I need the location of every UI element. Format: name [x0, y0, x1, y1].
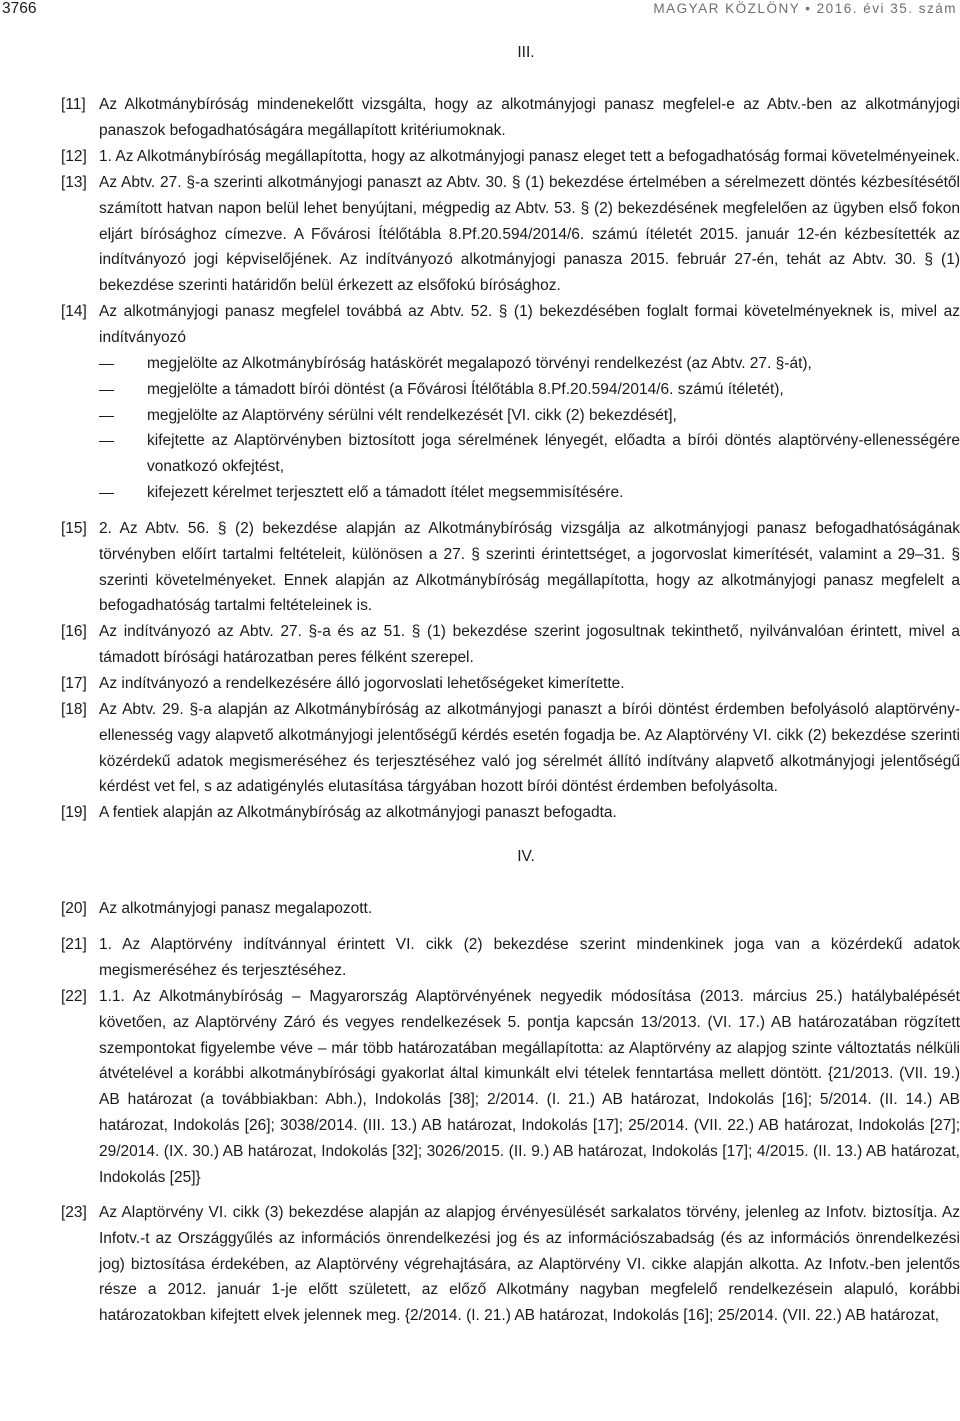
- dash-icon: [99, 416, 114, 417]
- paragraph-14: [61, 299, 960, 351]
- paragraph-20: [61, 896, 960, 922]
- paragraph-17: [61, 671, 960, 697]
- paragraph-text: Az indítványozó az Abtv. 27. §-a és az 51. § (1) bekezdése szerint jogosultnak tekinthető, nyilvánvalóan érintett, mivel a támadott bírósági határozatban peres félként szerepel.: [99, 623, 960, 666]
- paragraph-number: [22]: [61, 988, 87, 1005]
- paragraph-15: [61, 516, 960, 619]
- list-item: megjelölte az Alaptörvény sérülni vélt rendelkezését [VI. cikk (2) bekezdését],: [99, 403, 960, 429]
- paragraph-11: [61, 92, 960, 144]
- paragraph-text: 1. Az Alaptörvény indítvánnyal érintett VI. cikk (2) bekezdése szerint mindenkinek joga van a közérdekű adatok megismeréséhez és terjesztéséhez.: [99, 936, 960, 979]
- list-item: kifejezett kérelmet terjesztett elő a támadott ítélet megsemmisítésére.: [99, 480, 960, 506]
- requirements-list: [99, 351, 960, 506]
- paragraph-18: [61, 697, 960, 800]
- paragraph-16: [61, 619, 960, 671]
- dash-icon: [99, 441, 114, 442]
- paragraph-22: [61, 984, 960, 1190]
- paragraph-text: 2. Az Abtv. 56. § (2) bekezdése alapján az Alkotmánybíróság vizsgálja az alkotmányjogi panasz befogadhatóságának törvényben előírt tartalmi feltételeit, különösen a 27. § szerinti érintettséget, a jogorvoslat kimerítését, valamint a 29–31. § szerinti követelményeket. Ennek alapján az Alkotmánybíróság megállapította, hogy az alkotmányjogi panasz megfelelt a befogadhatóság tartalmi feltételeinek is.: [99, 520, 960, 615]
- paragraph-number: [15]: [61, 520, 87, 537]
- paragraph-number: [17]: [61, 675, 87, 692]
- paragraph-number: [13]: [61, 174, 87, 191]
- paragraph-number: [21]: [61, 936, 87, 953]
- paragraph-text: Az Abtv. 27. §-a szerinti alkotmányjogi panaszt az Abtv. 30. § (1) bekezdése értelmében a sérelmezett döntés kézbesítésétől számított hatvan napon belül lehet benyújtani, mégpedig az Abtv. 53. § (2) bekezdésének megfelelően az ügyben első fokon eljárt bírósághoz címezve. A Fővárosi Ítélőtábla 8.Pf.20.594/2014/6. számú ítéletét 2015. január 12-én kézbesítették az indítványozó jogi képviselőjének. Az indítványozó alkotmányjogi panasza 2015. február 27-én, tehát az Abtv. 30. § (1) bekezdése szerinti határidőn belül érkezett az elsőfokú bírósághoz.: [99, 174, 960, 295]
- paragraph-12: [61, 144, 960, 170]
- dash-icon: [99, 390, 114, 391]
- paragraph-number: [12]: [61, 148, 87, 165]
- paragraph-text: Az Alaptörvény VI. cikk (3) bekezdése alapján az alapjog érvényesülését sarkalatos törvény, jelenleg az Infotv. biztosítja. Az Infotv.-t az Országgyűlés az információs önrendelkezési jog és az információszabadság (és az információs önrendelkezési jog) biztosítása érdekében, az Alaptörvény végrehajtására, az Alaptörvény VI. cikke alapján alkotta. Az Infotv.-ben jelentős része a 2012. január 1-je előtt született, az előző Alkotmány nagyban megfelelő rendelkezésein alapuló, korábbi határozatokban kifejtett elvek jelennek meg. {2/2014. (I. 21.) AB határozat, Indokolás [16]; 25/2014. (VII. 22.) AB határozat,: [99, 1204, 960, 1325]
- list-item: kifejtette az Alaptörvényben biztosított joga sérelmének lényegét, előadta a bírói döntés alaptörvény-ellenességére vonatkozó okfejtést,: [99, 428, 960, 480]
- paragraph-text: 1. Az Alkotmánybíróság megállapította, hogy az alkotmányjogi panasz eleget tett a befogadhatóság formai követelményeinek.: [99, 148, 960, 165]
- page-header: [0, 0, 960, 24]
- publication-title: MAGYAR KÖZLÖNY • 2016. évi 35. szám: [653, 1, 957, 16]
- paragraph-text: 1.1. Az Alkotmánybíróság – Magyarország Alaptörvényének negyedik módosítása (2013. március 25.) hatálybalépését követően, az Alaptörvény Záró és vegyes rendelkezések 5. pontja kapcsán 13/2013. (VI. 17.) AB határozatában rögzített szempontokat figyelembe véve – már több határozatában megállapította: az Alaptörvény az alapjog szinte változtatás nélküli átvételével a korábbi alkotmánybírósági gyakorlat által kimunkált elvi tételek fenntartása mellett döntött. {21/2013. (VII. 19.) AB határozat (a továbbiakban: Abh.), Indokolás [38]; 2/2014. (I. 21.) AB határozat, Indokolás [16]; 5/2014. (II. 14.) AB határozat, Indokolás [26]; 3038/2014. (III. 13.) AB határozat, Indokolás [17]; 25/2014. (VII. 22.) AB határozat, Indokolás [27]; 29/2014. (IX. 30.) AB határozat, Indokolás [32]; 3026/2015. (II. 9.) AB határozat, Indokolás [17]; 4/2015. (II. 13.) AB határozat, Indokolás [25]}: [99, 988, 960, 1186]
- paragraph-number: [23]: [61, 1204, 87, 1221]
- paragraph-number: [18]: [61, 701, 87, 718]
- paragraph-13: [61, 170, 960, 299]
- page-number: 3766: [2, 0, 37, 17]
- list-item: megjelölte a támadott bírói döntést (a Fővárosi Ítélőtábla 8.Pf.20.594/2014/6. számú ítéletét),: [99, 377, 960, 403]
- paragraph-number: [19]: [61, 804, 87, 821]
- dash-icon: [99, 493, 114, 494]
- paragraph-text: A fentiek alapján az Alkotmánybíróság az alkotmányjogi panaszt befogadta.: [99, 804, 617, 821]
- dash-icon: [99, 364, 114, 365]
- paragraph-23: [61, 1200, 960, 1329]
- paragraph-text: Az Abtv. 29. §-a alapján az Alkotmánybíróság az alkotmányjogi panaszt a bírói döntést érdemben befolyásoló alaptörvény-ellenesség vagy alapvető alkotmányjogi jelentőségű kérdés esetén fogadja be. Az Alaptörvény VI. cikk (2) bekezdése szerinti közérdekű adatok megismeréséhez és terjesztéséhez való jog sérelmét állító indítvány alapvető alkotmányjogi jelentőségű kérdést vet fel, s az adatigénylés elutasítása tárgyában hozott bírói döntést érdemben befolyásolta.: [99, 701, 960, 796]
- paragraph-21: [61, 932, 960, 984]
- paragraph-number: [16]: [61, 623, 87, 640]
- paragraph-number: [20]: [61, 900, 87, 917]
- section-heading-iv: IV.: [517, 848, 535, 865]
- list-item: megjelölte az Alkotmánybíróság hatáskörét megalapozó törvényi rendelkezést (az Abtv. 27. §-át),: [99, 351, 960, 377]
- paragraph-number: [14]: [61, 303, 87, 320]
- paragraph-number: [11]: [61, 96, 86, 113]
- paragraph-19: [61, 800, 960, 826]
- paragraph-text: Az Alkotmánybíróság mindenekelőtt vizsgálta, hogy az alkotmányjogi panasz megfelel-e az Abtv.-ben az alkotmányjogi panaszok befogadhatóságára megállapított kritériumoknak.: [99, 96, 960, 139]
- section-heading-iii: III.: [517, 44, 535, 61]
- paragraph-text: Az alkotmányjogi panasz megfelel továbbá az Abtv. 52. § (1) bekezdésében foglalt formai követelményeknek is, mivel az indítványozó: [99, 303, 960, 346]
- paragraph-text: Az alkotmányjogi panasz megalapozott.: [99, 900, 373, 917]
- paragraph-text: Az indítványozó a rendelkezésére álló jogorvoslati lehetőségeket kimerítette.: [99, 675, 625, 692]
